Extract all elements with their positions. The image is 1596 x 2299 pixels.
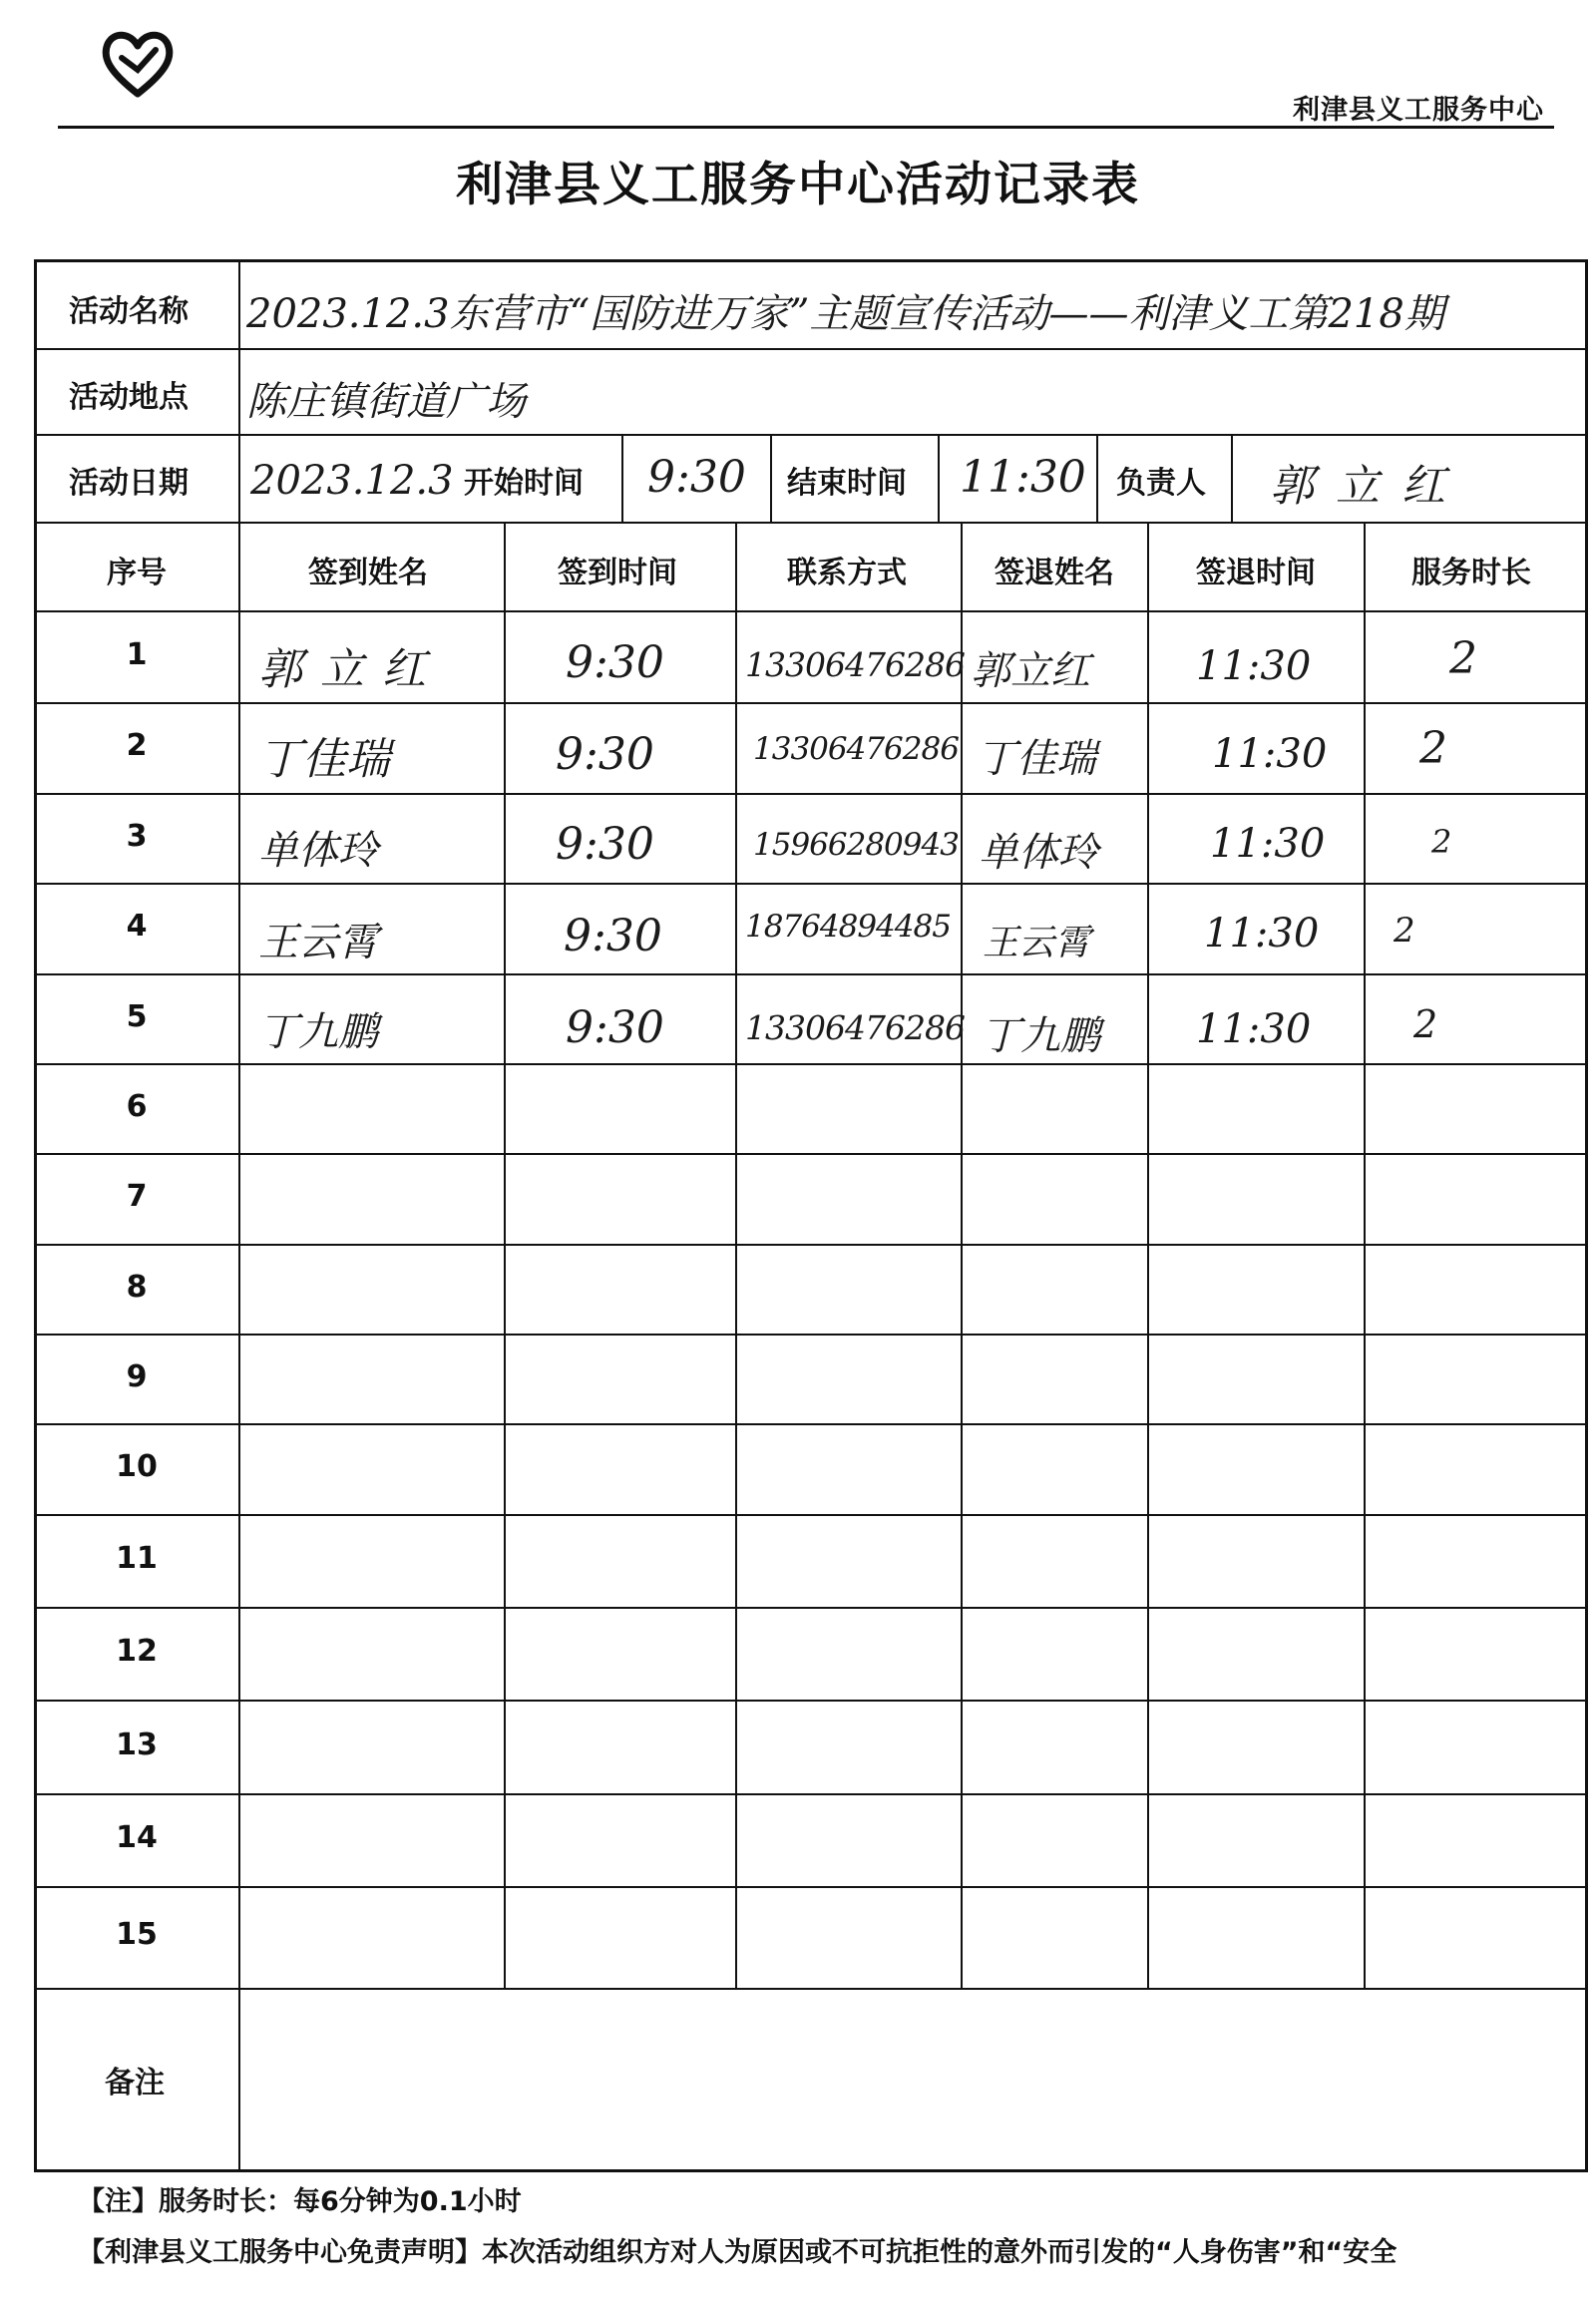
activity-name-value: 2023.12.3东营市“国防进万家”主题宣传活动——利津义工第218期 (246, 291, 1444, 337)
grid-line (238, 262, 240, 2169)
service-hours: 2 (1413, 1002, 1438, 1046)
row-number: 6 (126, 1089, 148, 1124)
grid-line (37, 1063, 1585, 1065)
grid-line (37, 1700, 1585, 1702)
col-header-contact: 联系方式 (787, 556, 907, 590)
organization-header: 利津县义工服务中心 (1293, 95, 1544, 126)
grid-line (37, 348, 1585, 350)
row-number: 8 (126, 1270, 148, 1305)
signin-time: 9:30 (564, 911, 662, 961)
row-number: 15 (116, 1917, 158, 1952)
col-header-service-hours: 服务时长 (1411, 556, 1531, 590)
start-time-value: 9:30 (647, 452, 746, 503)
grid-line (37, 883, 1585, 885)
col-header-signin-time: 签到时间 (558, 556, 677, 590)
row-number: 1 (126, 637, 148, 672)
disclaimer-text: 【利津县义工服务中心免责声明】本次活动组织方对人为原因或不可抗拒性的意外而引发的“人身伤害”和“安全 (78, 2237, 1397, 2268)
row-number: 9 (126, 1359, 148, 1394)
signout-name: 郭立红 (971, 648, 1090, 694)
row-number: 7 (126, 1179, 148, 1214)
grid-line (961, 522, 963, 1988)
col-header-signout-time: 签退时间 (1196, 556, 1316, 590)
signin-time: 9:30 (556, 729, 654, 780)
leader-value: 郭立红 (1270, 461, 1467, 512)
signin-time: 9:30 (556, 819, 654, 870)
signout-time: 11:30 (1212, 731, 1328, 777)
row-number: 4 (126, 909, 148, 944)
signout-name: 丁佳瑞 (977, 736, 1096, 782)
row-number: 12 (116, 1634, 158, 1669)
activity-record-form (34, 259, 1588, 2172)
activity-date-value: 2023.12.3 (250, 458, 454, 504)
grid-line (37, 1514, 1585, 1516)
grid-line (37, 610, 1585, 612)
row-number: 3 (126, 819, 148, 854)
row-number: 10 (116, 1449, 158, 1484)
signin-time: 9:30 (566, 1002, 664, 1053)
grid-line (1364, 522, 1366, 1988)
col-header-no: 序号 (107, 556, 167, 590)
leader-label: 负责人 (1116, 466, 1206, 501)
service-hours: 2 (1394, 911, 1415, 951)
end-time-label: 结束时间 (787, 466, 907, 501)
grid-line (37, 793, 1585, 795)
signout-name: 单体玲 (979, 830, 1098, 876)
signout-time: 11:30 (1196, 1006, 1312, 1052)
grid-line (770, 434, 772, 522)
grid-line (37, 1244, 1585, 1246)
col-header-signin-name: 签到姓名 (308, 556, 428, 590)
grid-line (1231, 434, 1233, 522)
grid-line (621, 434, 623, 522)
remarks-label: 备注 (105, 2066, 165, 2101)
grid-line (504, 522, 506, 1988)
activity-name-label: 活动名称 (69, 294, 189, 329)
service-hours: 2 (1419, 723, 1447, 774)
contact-phone: 13306476286 (753, 731, 959, 767)
col-header-signout-name: 签退姓名 (995, 556, 1114, 590)
header-divider (58, 126, 1554, 129)
grid-line (37, 1793, 1585, 1795)
row-number: 5 (126, 999, 148, 1034)
contact-phone: 15966280943 (753, 827, 959, 863)
row-number: 13 (116, 1727, 158, 1762)
signin-name: 王云霄 (258, 920, 378, 965)
signout-name: 王云霄 (983, 923, 1091, 963)
signout-time: 11:30 (1210, 821, 1326, 867)
signout-name: 丁九鹏 (981, 1013, 1100, 1059)
activity-location-value: 陈庄镇街道广场 (246, 379, 526, 425)
heart-hands-logo-icon (98, 24, 178, 104)
contact-phone: 18764894485 (745, 909, 951, 945)
grid-line (37, 1334, 1585, 1336)
signout-time: 11:30 (1196, 643, 1312, 689)
row-number: 14 (116, 1820, 158, 1855)
start-time-label: 开始时间 (464, 466, 584, 501)
grid-line (735, 522, 737, 1988)
service-hours: 2 (1431, 823, 1452, 861)
end-time-value: 11:30 (960, 452, 1086, 503)
grid-line (37, 1988, 1585, 1990)
grid-line (37, 1423, 1585, 1425)
service-hours-note: 【注】服务时长：每6分钟为0.1小时 (78, 2186, 522, 2217)
grid-line (37, 434, 1585, 436)
activity-location-label: 活动地点 (69, 380, 189, 415)
signin-time: 9:30 (566, 637, 664, 688)
grid-line (1096, 434, 1098, 522)
service-hours: 2 (1449, 633, 1477, 684)
document-title: 利津县义工服务中心活动记录表 (456, 158, 1140, 212)
row-number: 2 (126, 728, 148, 763)
grid-line (37, 1886, 1585, 1888)
grid-line (37, 973, 1585, 975)
signin-name: 单体玲 (258, 828, 378, 874)
signout-time: 11:30 (1204, 911, 1320, 957)
signin-name: 丁九鹏 (258, 1009, 378, 1055)
contact-phone: 13306476286 (745, 645, 965, 684)
activity-date-label: 活动日期 (69, 466, 189, 501)
grid-line (37, 522, 1585, 524)
grid-line (37, 702, 1585, 704)
signin-name: 郭立红 (258, 644, 444, 695)
row-number: 11 (116, 1541, 158, 1576)
grid-line (37, 1607, 1585, 1609)
signin-name: 丁佳瑞 (258, 734, 390, 785)
grid-line (37, 1153, 1585, 1155)
grid-line (1147, 522, 1149, 1988)
contact-phone: 13306476286 (745, 1008, 965, 1047)
grid-line (938, 434, 940, 522)
